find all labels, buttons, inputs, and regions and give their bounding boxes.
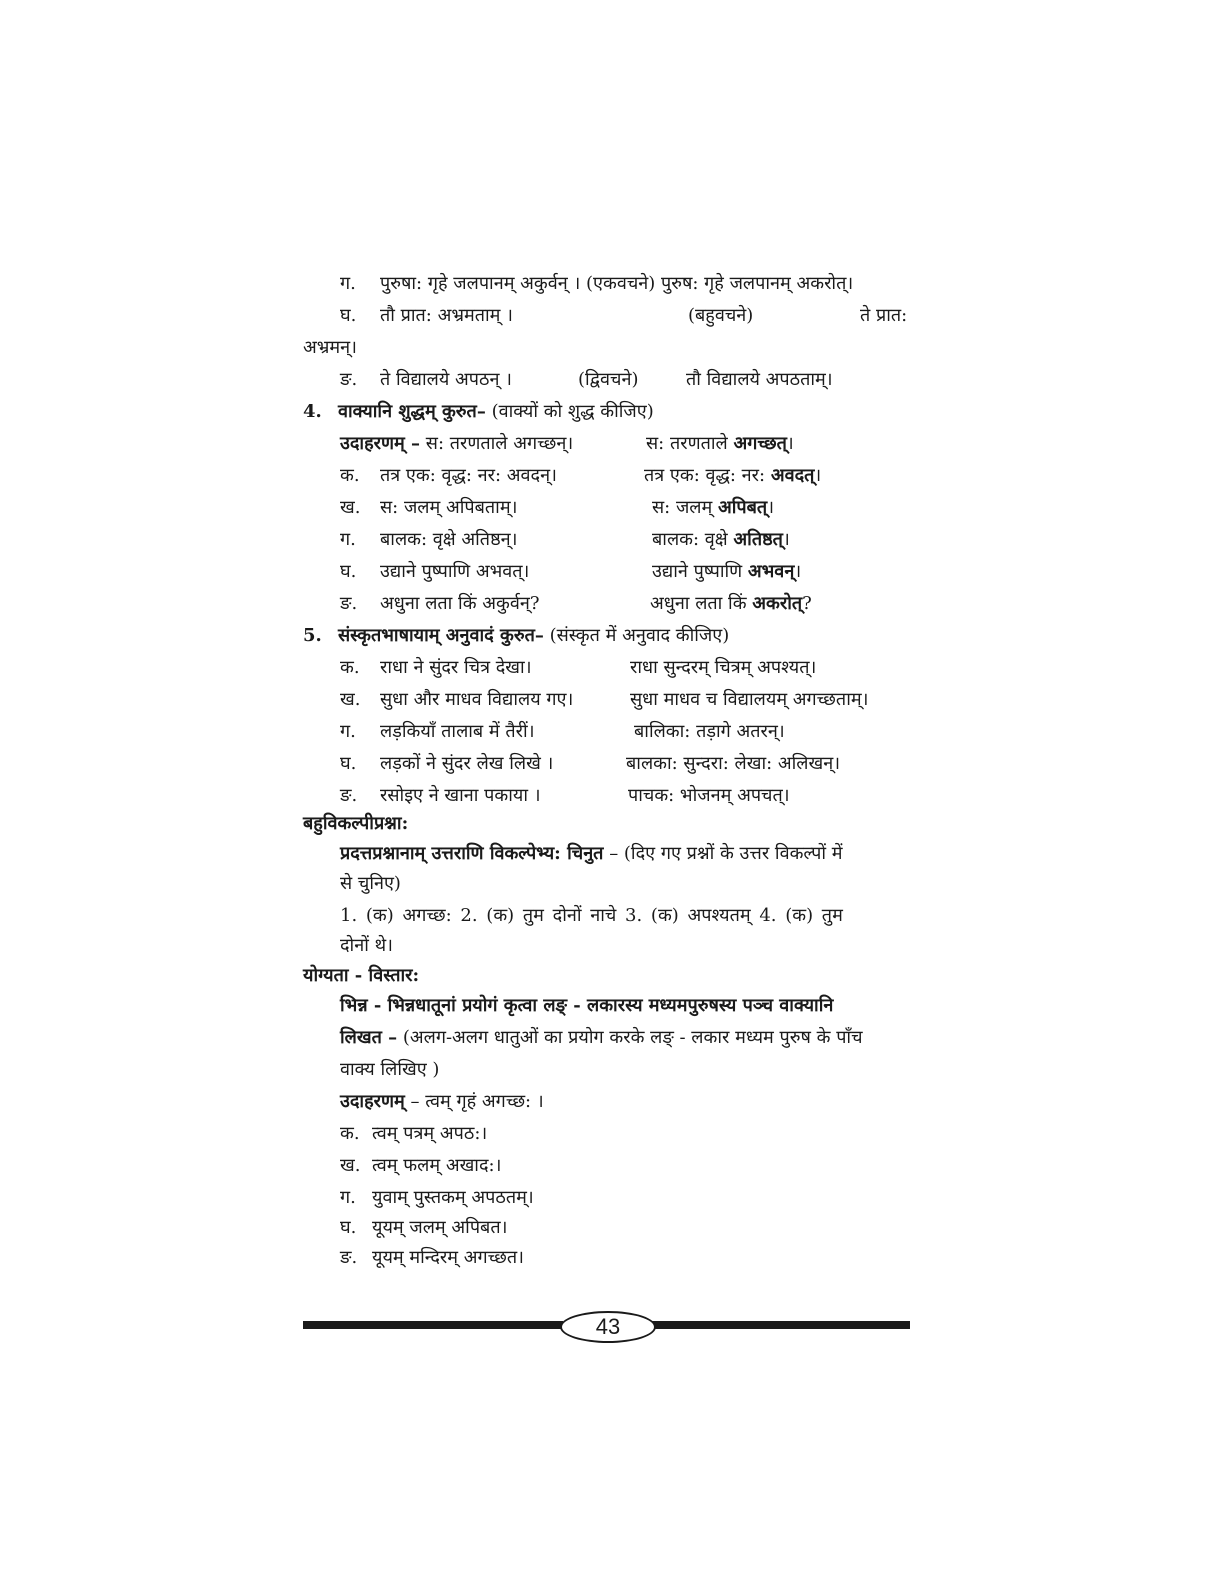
item-marker: ख.: [340, 689, 361, 710]
sanskrit-translation: पाचक: भोजनम् अपचत्।: [628, 785, 790, 806]
item-marker: ग.: [340, 721, 356, 742]
example-sentence: यूयम् मन्दिरम् अगच्छत।: [372, 1247, 524, 1268]
example-wrong: स: तरणताले अगच्छन्।: [425, 433, 574, 454]
item-marker: क.: [340, 1123, 360, 1144]
correct-sentence: उद्याने पुष्पाणि अभवन्।: [652, 561, 802, 582]
example-correct: स: तरणताले अगच्छत्।: [646, 433, 794, 454]
exercise-sentence: ते विद्यालये अपठन् ।: [380, 369, 512, 390]
footer-rule-left: [303, 1321, 563, 1329]
mcq-instruction-continued: से चुनिए): [340, 873, 401, 894]
sanskrit-translation: बालिका: तड़ागे अतरन्।: [634, 721, 785, 742]
exercise-sentence: तौ प्रात: अभ्रमताम् ।: [380, 305, 513, 326]
section-subtitle: (वाक्यों को शुद्ध कीजिए): [491, 401, 654, 422]
mcq-answers: 1. (क) अगच्छ: 2. (क) तुम दोनों नाचे 3. (क) अपश्यतम् 4. (क) तुम: [340, 905, 843, 926]
hindi-sentence: सुधा और माधव विद्यालय गए।: [380, 689, 574, 710]
yogyata-task: भिन्न - भिन्नधातूनां प्रयोगं कृत्वा लङ् - लकारस्य मध्यमपुरुषस्य पञ्च वाक्यानि: [340, 995, 834, 1016]
mcq-heading: बहुविकल्पीप्रश्ना:: [303, 813, 409, 834]
hindi-sentence: लड़कों ने सुंदर लेख लिखे ।: [380, 753, 554, 774]
correct-sentence: तत्र एक: वृद्ध: नर: अवदत्।: [644, 465, 822, 486]
item-marker: घ.: [340, 561, 357, 582]
example-label: उदाहरणम् –: [340, 433, 421, 454]
wrong-sentence: बालक: वृक्षे अतिष्ठन्।: [380, 529, 518, 550]
yogyata-task-continued: लिखत – (अलग-अलग धातुओं का प्रयोग करके लङ् - लकार मध्यम पुरुष के पाँच: [340, 1027, 863, 1048]
item-marker: घ.: [340, 305, 357, 326]
mcq-answers-continued: दोनों थे।: [340, 935, 393, 956]
correct-sentence: बालक: वृक्षे अतिष्ठत्।: [652, 529, 790, 550]
sanskrit-translation: बालका: सुन्दरा: लेखा: अलिखन्।: [626, 753, 841, 774]
hindi-sentence: राधा ने सुंदर चित्र देखा।: [380, 657, 532, 678]
item-marker: ङ.: [340, 785, 358, 806]
yogyata-heading: योग्यता - विस्तार:: [303, 965, 420, 986]
section-number: 4.: [303, 401, 322, 422]
wrong-sentence: अधुना लता किं अकुर्वन्?: [380, 593, 540, 614]
wrong-sentence: स: जलम् अपिबताम्।: [380, 497, 518, 518]
example-sentence: यूयम् जलम् अपिबत।: [372, 1217, 508, 1238]
example-sentence: त्वम् पत्रम् अपठ:।: [372, 1123, 488, 1144]
item-marker: ख.: [340, 497, 361, 518]
example-row: [340, 432, 573, 456]
section-heading: [338, 624, 729, 648]
item-marker: घ.: [340, 753, 357, 774]
item-marker: घ.: [340, 1217, 357, 1238]
section-heading: [338, 400, 654, 424]
item-marker: ग.: [340, 1187, 356, 1208]
yogyata-task-end: वाक्य लिखिए ): [340, 1059, 440, 1080]
example-sentence: त्वम् फलम् अखाद:।: [372, 1155, 502, 1176]
section-title: संस्कृतभाषायाम् अनुवादं कुरुत–: [338, 625, 544, 646]
sanskrit-translation: सुधा माधव च विद्यालयम् अगच्छताम्।: [630, 689, 869, 710]
mcq-instruction: प्रदत्तप्रश्नानाम् उत्तराणि विकल्पेभ्य: चिनुत – (दिए गए प्रश्नों के उत्तर विकल्पों में: [340, 843, 843, 864]
yogyata-example: उदाहरणम् – त्वम् गृहं अगच्छ: ।: [340, 1091, 544, 1112]
exercise-sentence: पुरुषा: गृहे जलपानम् अकुर्वन् । (एकवचने) पुरुष: गृहे जलपानम् अकरोत्।: [380, 273, 854, 294]
example-sentence: युवाम् पुस्तकम् अपठतम्।: [372, 1187, 534, 1208]
section-title: वाक्यानि शुद्धम् कुरुत–: [338, 401, 486, 422]
item-marker: ङ.: [340, 369, 358, 390]
hindi-sentence: रसोइए ने खाना पकाया ।: [380, 785, 541, 806]
item-marker: ङ.: [340, 1247, 358, 1268]
exercise-hint: (द्विवचने): [578, 369, 639, 390]
exercise-answer-continued: अभ्रमन्।: [303, 337, 357, 358]
item-marker: ग.: [340, 273, 356, 294]
exercise-hint: (बहुवचने): [688, 305, 754, 326]
item-marker: क.: [340, 657, 360, 678]
item-marker: ग.: [340, 529, 356, 550]
wrong-sentence: तत्र एक: वृद्ध: नर: अवदन्।: [380, 465, 557, 486]
section-number: 5.: [303, 625, 322, 646]
page-number: 43: [560, 1311, 656, 1343]
exercise-answer: ते प्रात:: [860, 305, 908, 326]
correct-sentence: स: जलम् अपिबत्।: [652, 497, 775, 518]
item-marker: ख.: [340, 1155, 361, 1176]
section-subtitle: (संस्कृत में अनुवाद कीजिए): [549, 625, 730, 646]
item-marker: ङ.: [340, 593, 358, 614]
wrong-sentence: उद्याने पुष्पाणि अभवत्।: [380, 561, 530, 582]
exercise-answer: तौ विद्यालये अपठताम्।: [686, 369, 833, 390]
sanskrit-translation: राधा सुन्दरम् चित्रम् अपश्यत्।: [630, 657, 817, 678]
hindi-sentence: लड़कियाँ तालाब में तैरीं।: [380, 721, 535, 742]
footer-rule-right: [650, 1321, 910, 1329]
correct-sentence: अधुना लता किं अकरोत्?: [650, 593, 812, 614]
item-marker: क.: [340, 465, 360, 486]
